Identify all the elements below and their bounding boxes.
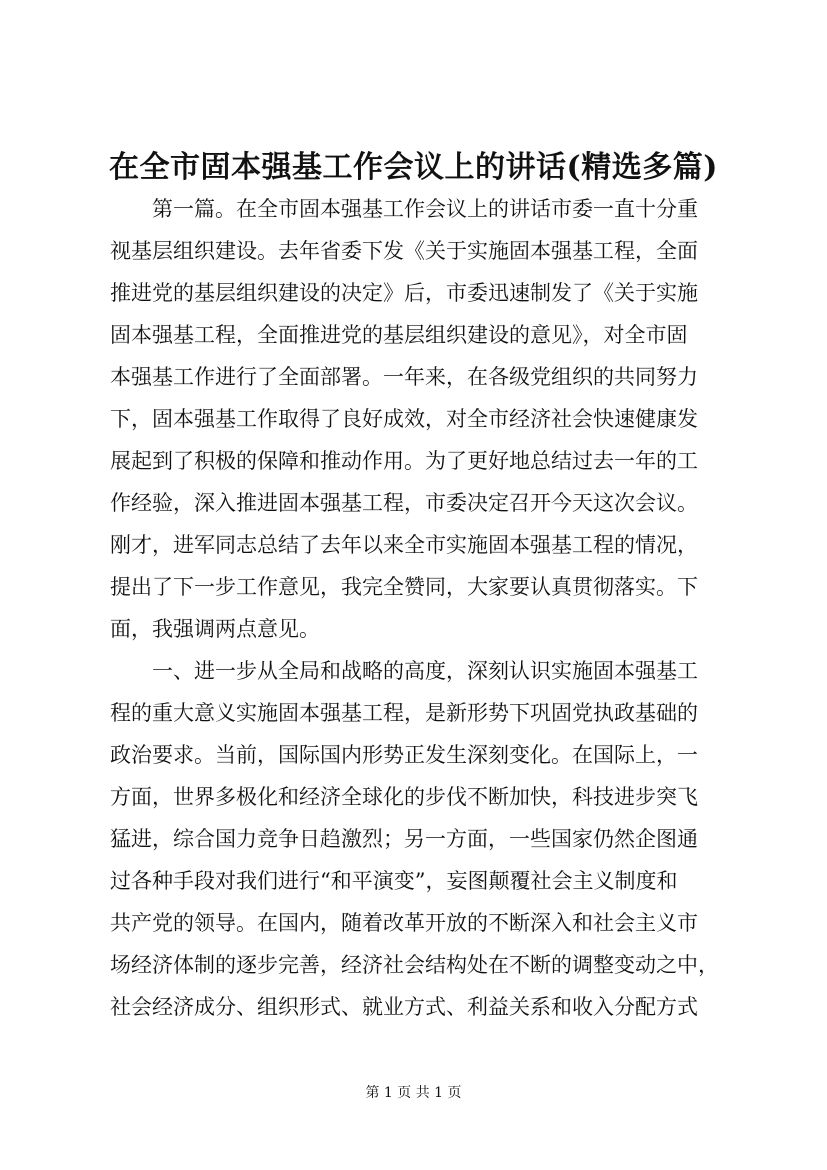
paragraph-line: 共产党的领导。在国内，随着改革开放的不断深入和社会主义市 [110, 911, 698, 935]
paragraph-line: 场经济体制的逐步完善，经济社会结构处在不断的调整变动之中， [110, 953, 719, 977]
paragraph-line: 视基层组织建设。去年省委下发《关于实施固本强基工程，全面 [110, 239, 698, 263]
paragraph-line: 提出了下一步工作意见，我完全赞同，大家要认真贯彻落实。下 [110, 575, 698, 599]
paragraph-line: 展起到了积极的保障和推动作用。为了更好地总结过去一年的工 [110, 449, 698, 473]
paragraph-line: 本强基工作进行了全面部署。一年来，在各级党组织的共同努力 [110, 365, 698, 389]
paragraph-line: 社会经济成分、组织形式、就业方式、利益关系和收入分配方式 [110, 995, 698, 1019]
paragraph-line: 刚才，进军同志总结了去年以来全市实施固本强基工程的情况， [110, 533, 698, 557]
paragraph-line: 作经验，深入推进固本强基工程，市委决定召开今天这次会议。 [110, 491, 698, 515]
document-body [110, 188, 730, 1028]
paragraph-line: 固本强基工程，全面推进党的基层组织建设的意见》，对全市固 [110, 323, 688, 347]
document-title: 在全市固本强基工作会议上的讲话(精选多篇) [109, 150, 718, 185]
paragraph-line: 过各种手段对我们进行“和平演变”，妄图颠覆社会主义制度和 [110, 869, 678, 893]
paragraph-line: 下，固本强基工作取得了良好成效，对全市经济社会快速健康发 [110, 407, 698, 431]
paragraph-line: 方面，世界多极化和经济全球化的步伐不断加快，科技进步突飞 [110, 785, 698, 809]
paragraph-line: 一、进一步从全局和战略的高度，深刻认识实施固本强基工 [152, 659, 698, 683]
paragraph-line: 推进党的基层组织建设的决定》后，市委迅速制发了《关于实施 [110, 281, 698, 305]
paragraph-line: 面，我强调两点意见。 [110, 617, 320, 641]
paragraph-line: 政治要求。当前，国际国内形势正发生深刻变化。在国际上，一 [110, 743, 698, 767]
paragraph-line: 程的重大意义实施固本强基工程，是新形势下巩固党执政基础的 [110, 701, 698, 725]
paragraph-line: 猛进，综合国力竞争日趋激烈；另一方面，一些国家仍然企图通 [110, 827, 698, 851]
paragraph-line: 第一篇。在全市固本强基工作会议上的讲话市委一直十分重 [152, 197, 698, 221]
page-number-footer: 第 1 页 共 1 页 [365, 1085, 462, 1101]
